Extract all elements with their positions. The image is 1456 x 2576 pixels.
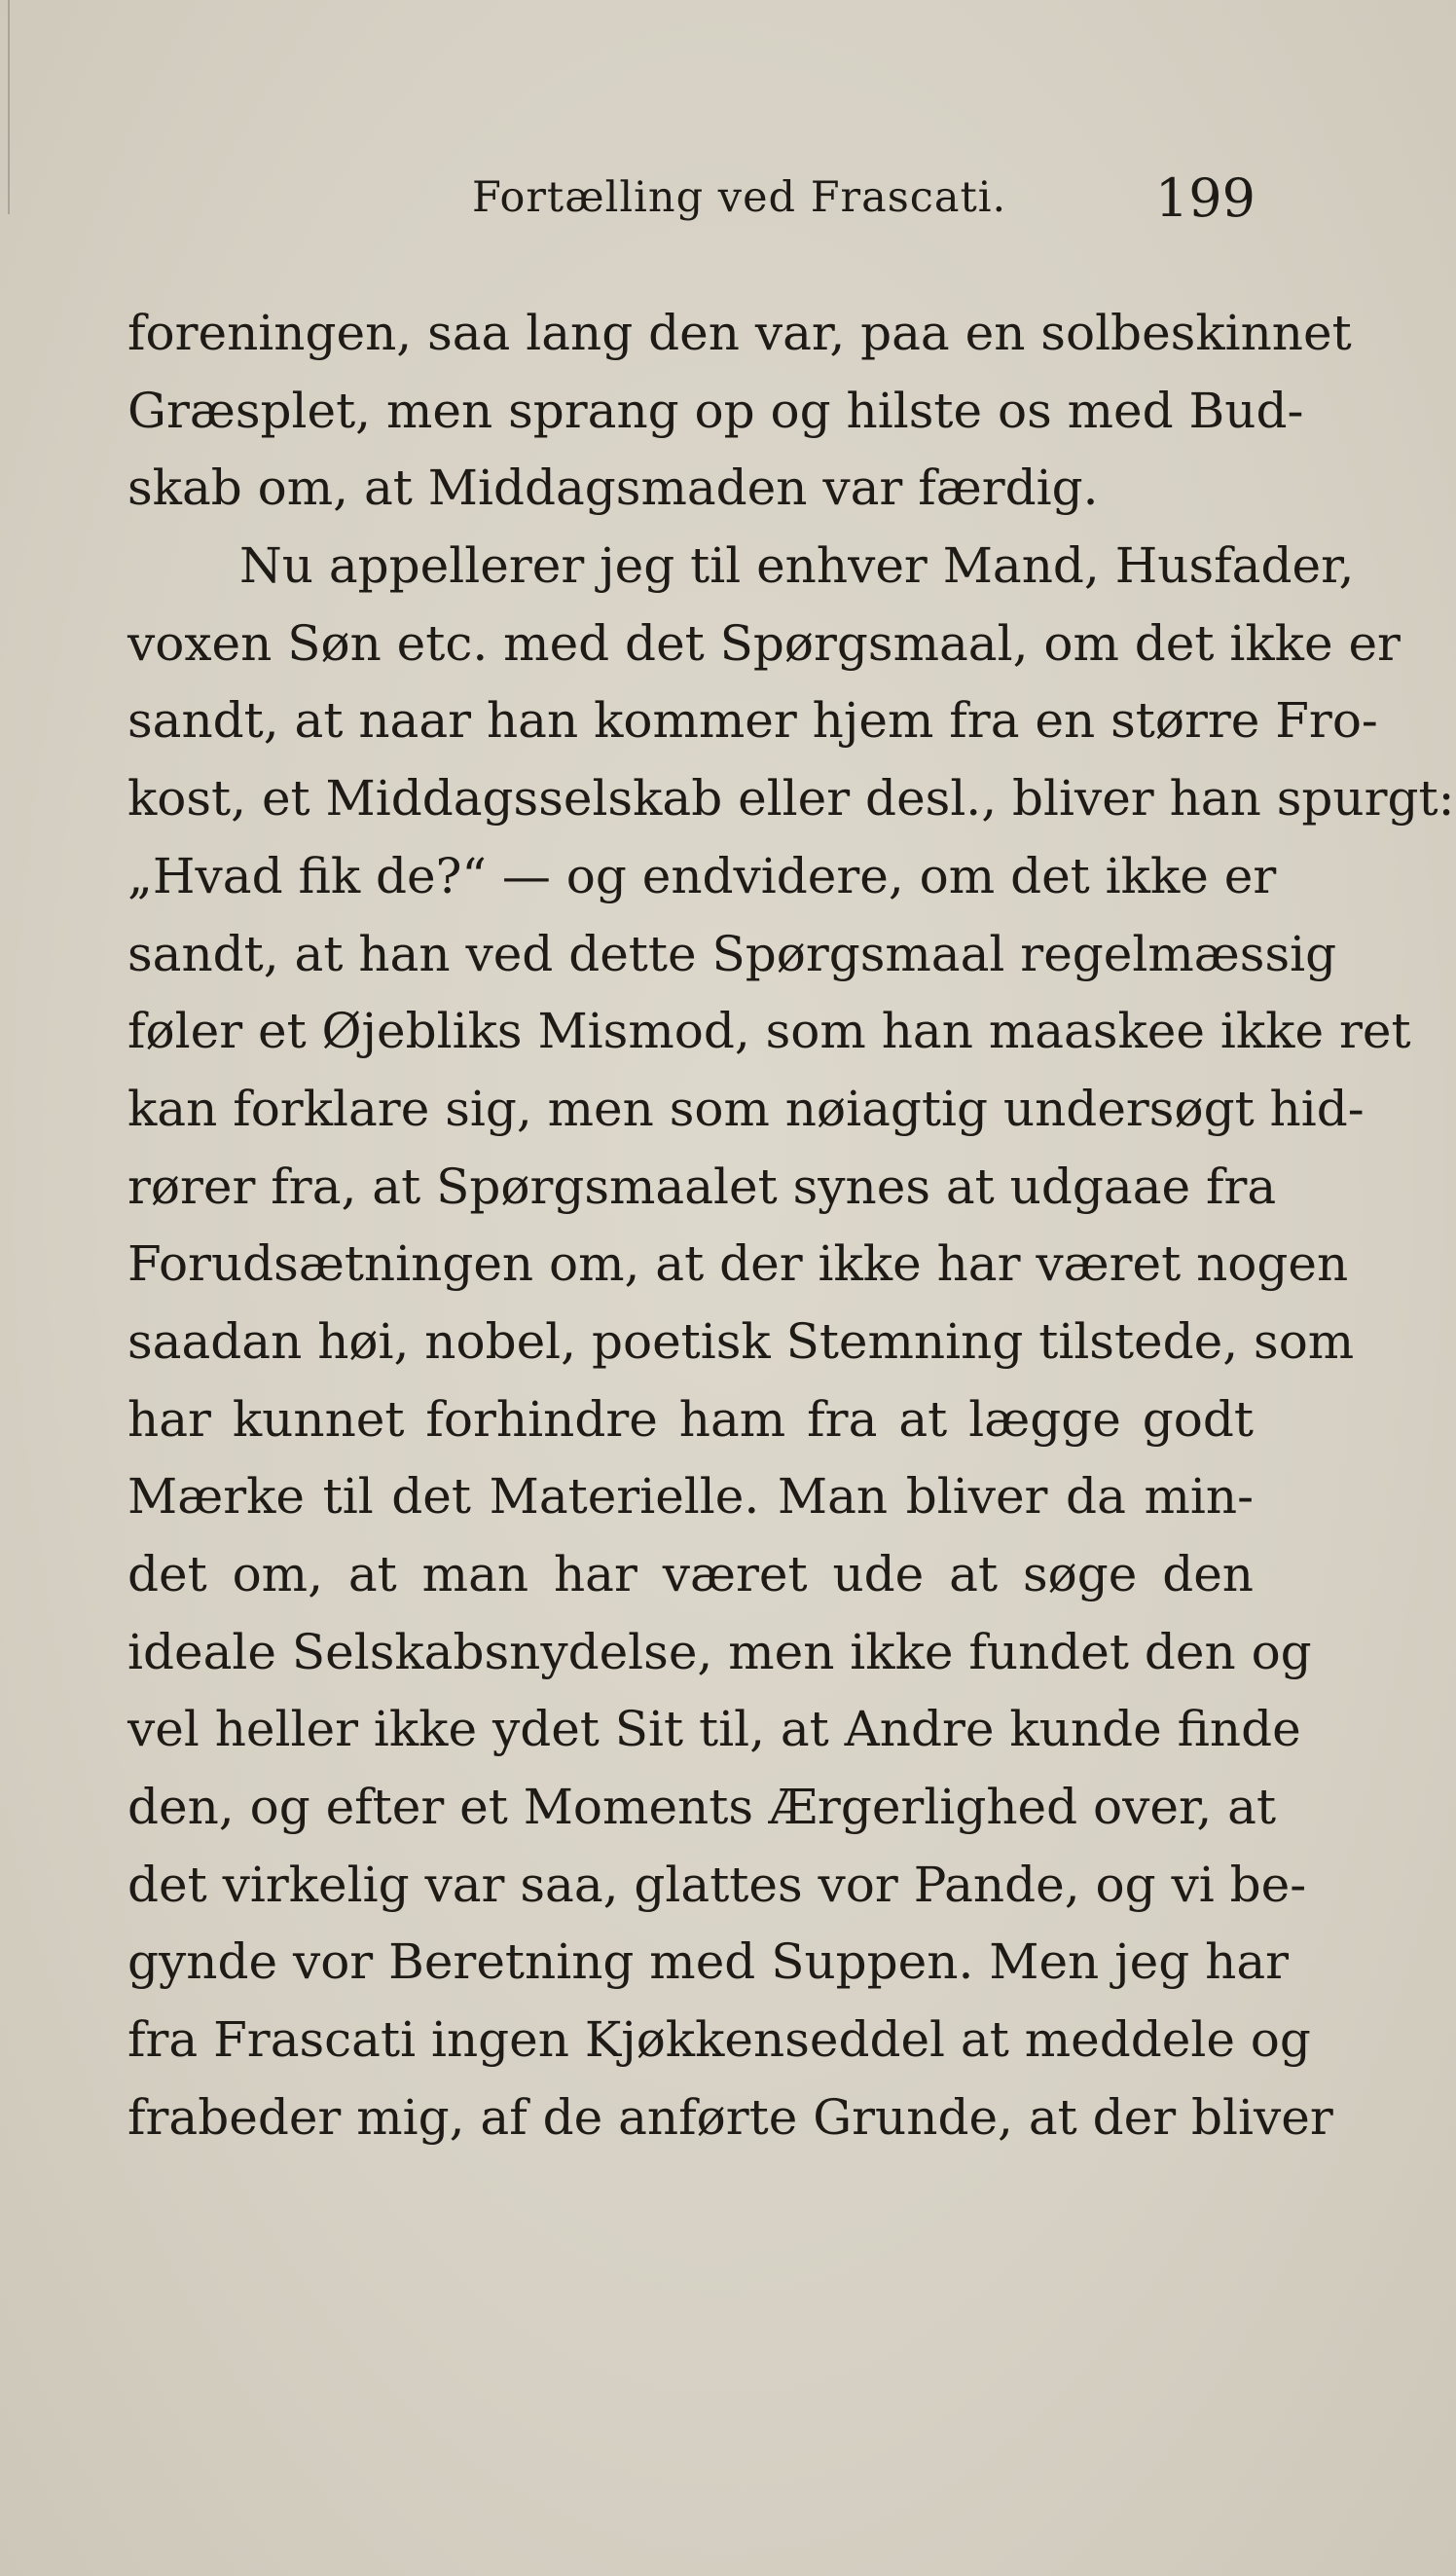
text-line: gynde vor Beretning med Suppen. Men jeg har [127,1933,1290,1991]
text-line: sandt, at naar han kommer hjem fra en større Fro- [127,692,1378,750]
page-number: 199 [1154,167,1256,229]
text-line: sandt, at han ved dette Spørgsmaal regelmæssig [127,925,1337,982]
text-line: den, og efter et Moments Ærgerlighed over, at [127,1779,1277,1836]
text-line: frabeder mig, af de anførte Grunde, at der bliver [127,2088,1333,2146]
text-line: Græsplet, men sprang op og hilste os med Bud- [127,382,1304,439]
text-line: Mærke til det Materielle. Man bliver da min- [127,1468,1254,1526]
text-line: „Hvad fik de?“ — og endvidere, om det ikke er [127,847,1277,904]
text-line: det om, at man har været ude at søge den [127,1546,1254,1602]
text-line: saadan høi, nobel, poetisk Stemning tilstede, som [127,1312,1355,1370]
text-line: skab om, at Middagsmaden var færdig. [127,460,1099,517]
text-line: kost, et Middagsselskab eller desl., bliver han spurgt: [127,770,1455,828]
body-text [127,295,1455,2157]
text-line: rører fra, at Spørgsmaalet synes at udgaae fra [127,1158,1277,1215]
text-line: Nu appellerer jeg til enhver Mand, Husfader, [239,537,1355,595]
text-line: har kunnet forhindre ham fra at lægge godt [127,1390,1254,1448]
text-line: voxen Søn etc. med det Spørgsmaal, om det ikke er [127,614,1401,672]
text-line: det virkelig var saa, glattes vor Pande, og vi be- [127,1856,1307,1913]
text-line: føler et Øjebliks Mismod, som han maaskee ikke ret [127,1003,1411,1060]
text-line: foreningen, saa lang den var, paa en solbeskinnet [127,305,1352,361]
page-edge-line [8,0,10,214]
text-line: kan forklare sig, men som nøiagtig undersøgt hid- [127,1080,1365,1137]
running-title: Fortælling ved Frascati. [472,173,1007,222]
text-line: fra Frascati ingen Kjøkkenseddel at meddele og [127,2011,1311,2069]
page-header [127,167,1256,241]
text-line: Forudsætningen om, at der ikke har været nogen [127,1235,1349,1293]
text-line: vel heller ikke ydet Sit til, at Andre kunde finde [127,1701,1301,1758]
text-line: ideale Selskabsnydelse, men ikke fundet den og [127,1623,1312,1680]
